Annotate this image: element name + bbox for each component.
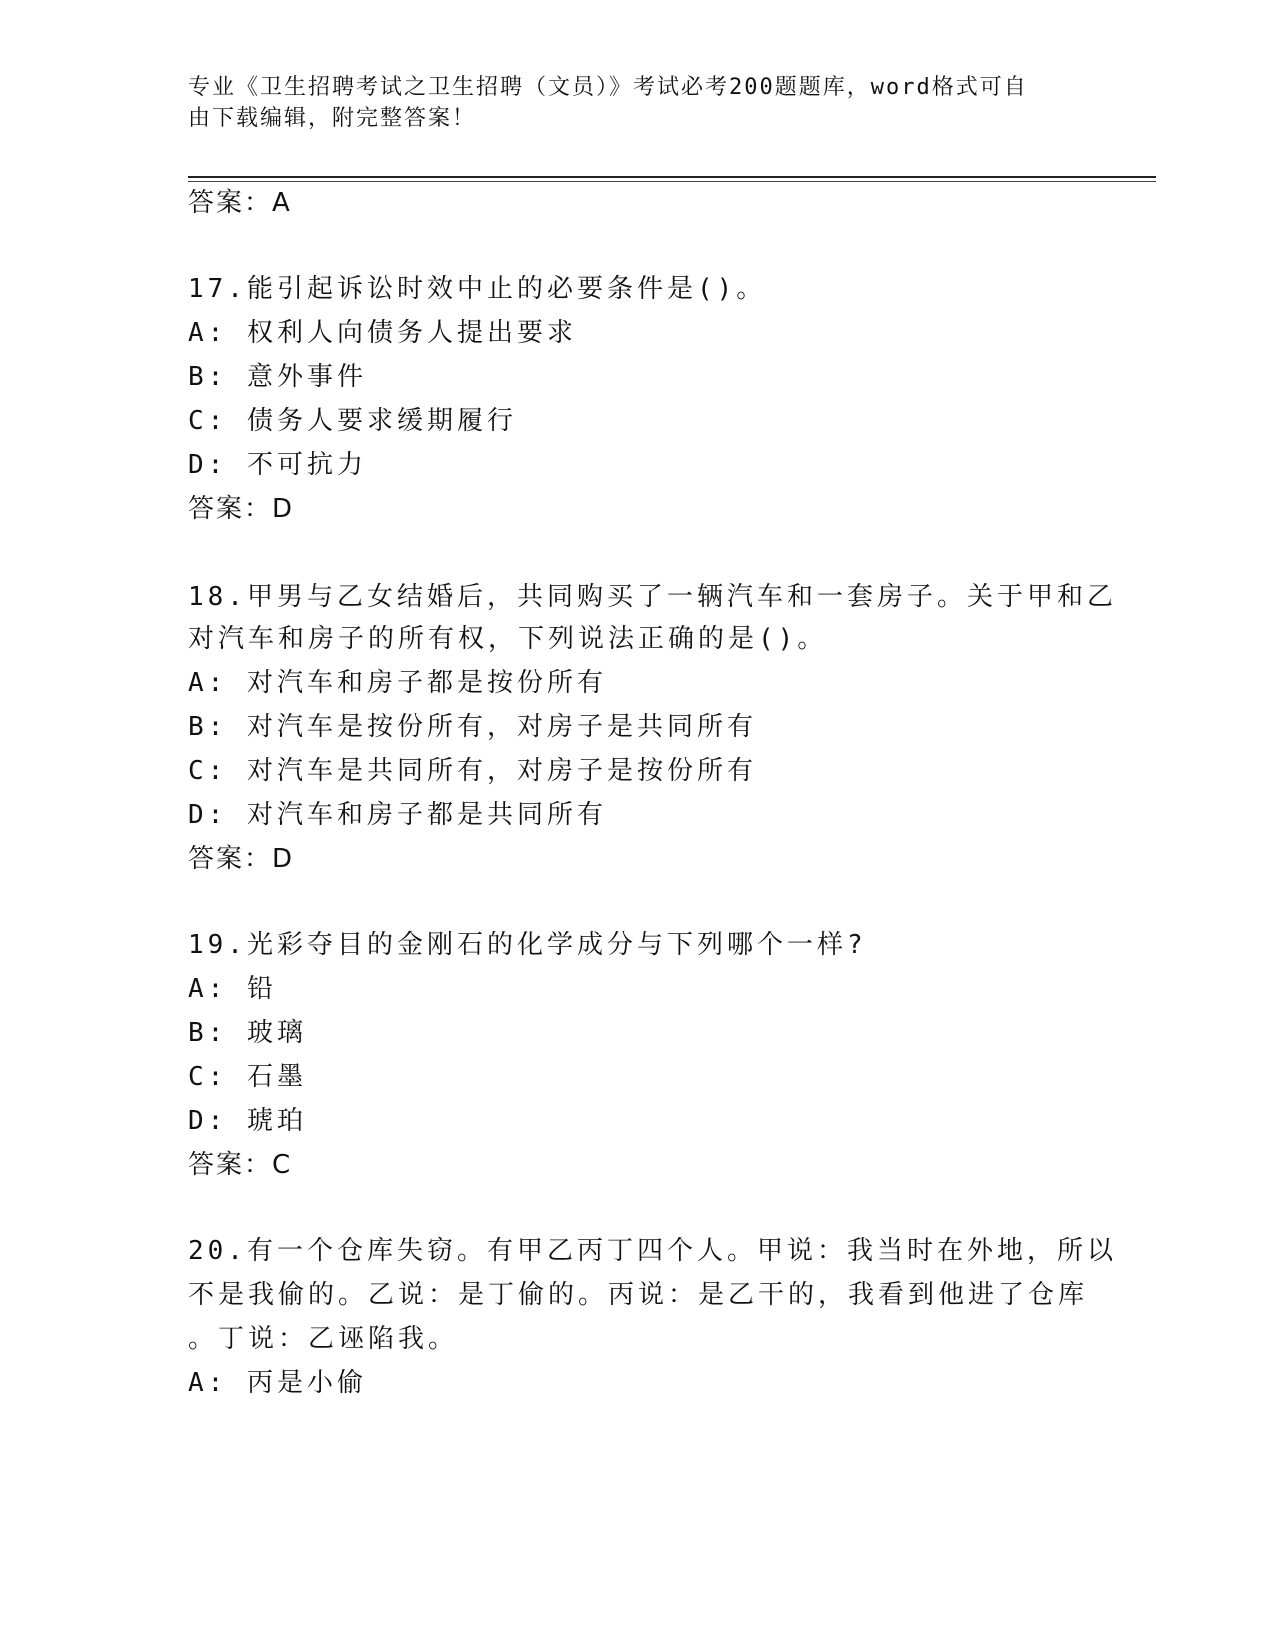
document-header (188, 72, 1068, 134)
question-19-option-a: A: 铅 (188, 974, 277, 1004)
answer-16: 答案：A (188, 188, 292, 218)
question-17-option-a: A: 权利人向债务人提出要求 (188, 318, 577, 348)
question-17-option-b: B: 意外事件 (188, 362, 367, 392)
question-18-option-a: A: 对汽车和房子都是按份所有 (188, 668, 607, 698)
answer-19: 答案：C (188, 1150, 293, 1180)
question-17-stem: 17.能引起诉讼时效中止的必要条件是()。 (188, 274, 767, 304)
question-20-stem-line-1: 20.有一个仓库失窃。有甲乙丙丁四个人。甲说：我当时在外地，所以 (188, 1236, 1117, 1266)
header-line-2: 由下载编辑，附完整答案！ (188, 106, 477, 131)
header-line-1: 专业《卫生招聘考试之卫生招聘（文员）》考试必考200题题库，word格式可自 (188, 75, 1028, 100)
header-divider-thick (188, 176, 1156, 178)
question-18-option-d: D: 对汽车和房子都是共同所有 (188, 800, 607, 830)
question-19-option-c: C: 石墨 (188, 1062, 307, 1092)
question-18-stem-line-1: 18.甲男与乙女结婚后，共同购买了一辆汽车和一套房子。关于甲和乙 (188, 582, 1117, 612)
question-17-option-c: C: 债务人要求缓期履行 (188, 406, 517, 436)
question-17-option-d: D: 不可抗力 (188, 450, 367, 480)
header-divider-thin (188, 181, 1156, 182)
question-18-option-b: B: 对汽车是按份所有，对房子是共同所有 (188, 712, 757, 742)
question-20-stem-line-2: 不是我偷的。乙说：是丁偷的。丙说：是乙干的，我看到他进了仓库 (188, 1280, 1089, 1310)
question-19-stem: 19.光彩夺目的金刚石的化学成分与下列哪个一样? (188, 930, 867, 960)
question-18-stem-line-2: 对汽车和房子的所有权，下列说法正确的是()。 (188, 624, 828, 654)
answer-17: 答案：D (188, 494, 295, 524)
question-20-stem-line-3: 。丁说：乙诬陷我。 (188, 1324, 459, 1354)
question-20-option-a: A: 丙是小偷 (188, 1368, 367, 1398)
question-19-option-b: B: 玻璃 (188, 1018, 307, 1048)
answer-18: 答案：D (188, 844, 295, 874)
question-19-option-d: D: 琥珀 (188, 1106, 307, 1136)
question-18-option-c: C: 对汽车是共同所有，对房子是按份所有 (188, 756, 757, 786)
